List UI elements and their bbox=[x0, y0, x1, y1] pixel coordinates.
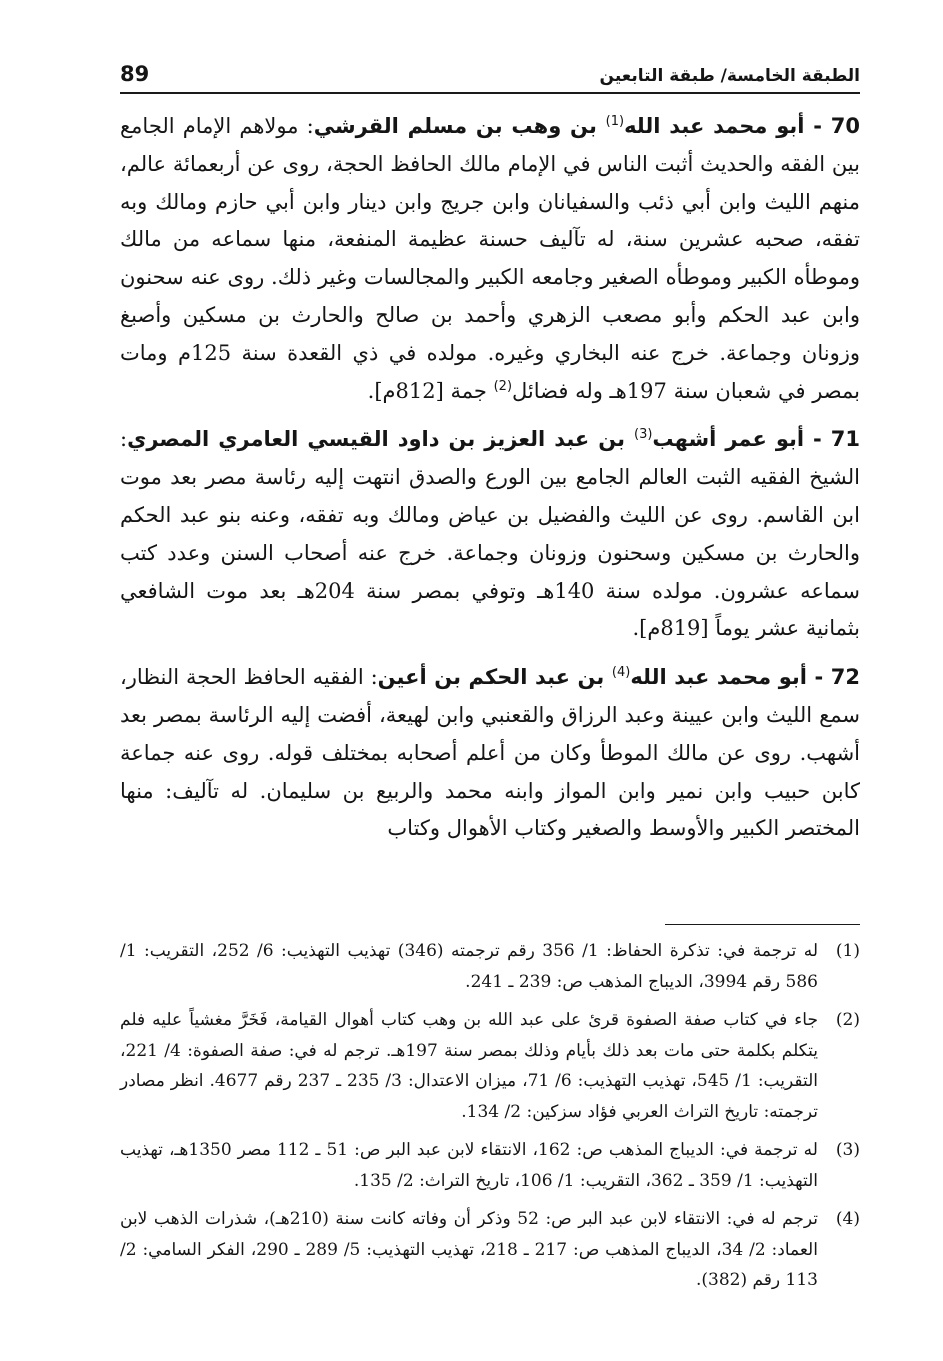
biography-entry-72 bbox=[120, 659, 860, 848]
biography-entry-70 bbox=[120, 108, 860, 410]
entry-text: : الفقيه الحافظ الحجة النظار، سمع الليث وابن عيينة وعبد الرزاق والقعنبي وابن لهيعة، أفضت إليه الرئاسة بمصر بعد أشهب. روى عن مالك الموطأ وكان من أعلم أصحابه بمختلف قوله. روى عنه جماعة كابن حبيب وابن نمير وابن المواز وابنه محمد والربيع بن سليمان. له تآليف: منها المختصر الكبير والأوسط والصغير وكتاب الأهوال وكتاب bbox=[120, 665, 860, 841]
footnotes bbox=[120, 936, 860, 1304]
footnote-reference: (1) bbox=[605, 114, 625, 129]
running-header bbox=[120, 52, 860, 94]
entry-name-rest: بن عبد الحكم بن أعين bbox=[377, 665, 612, 690]
footnote-2 bbox=[120, 1005, 860, 1127]
footnote-1 bbox=[120, 936, 860, 997]
footnote-text: جاء في كتاب صفة الصفوة قرئ على عبد الله بن وهب كتاب أهوال القيامة، فَخَرَّ مغشياً عليه فلم يتكلم بكلمة حتى مات بعد ذلك بأيام وذلك بمصر سنة 197هـ. ترجم له في: صفة الصفوة: 4/ 221، التقريب: 1/ 545، تهذيب التهذيب: 6/ 71، ميزان الاعتدال: 3/ 235 ـ 237 رقم 4677. انظر مصادر ترجمته: تاريخ التراث العربي فؤاد سزكين: 2/ 134. bbox=[120, 1010, 818, 1122]
entry-number: 72 - bbox=[806, 665, 860, 690]
footnote-4 bbox=[120, 1204, 860, 1296]
footnote-text: له ترجمة في: الديباج المذهب ص: 162، الانتقاء لابن عبد البر ص: 51 ـ 112 مصر 1350هـ، تهذيب التهذيب: 1/ 359 ـ 362، التقريب: 1/ 106، تاريخ التراث: 2/ 135. bbox=[120, 1140, 818, 1191]
footnote-reference: (4) bbox=[611, 665, 631, 681]
footnote-text: له ترجمة في: تذكرة الحفاظ: 1/ 356 رقم ترجمته (346) تهذيب التهذيب: 6/ 252، التقريب: 1/ 586 رقم 3994، الديباج المذهب ص: 239 ـ 241. bbox=[120, 941, 819, 992]
entry-text: : مولاهم الإمام الجامع بين الفقه والحديث أثبت الناس في الإمام مالك الحافظ الحجة، روى عن أربعمائة عالم، منهم الليث وابن أبي ذئب والسفيانان وابن جريج وابن دينار وابن أبي حازم ومالك وبه تفقه، صحبه عشرين سنة، له تآليف حسنة عظيمة المنفعة، منها سماعه من مالك وموطأه الكبير وموطأه الصغير وجامعه الكبير والمجالسات وغير ذلك. روى عنه سحنون وابن عبد الحكم وأبو مصعب الزهري وأحمد بن صالح والحارث بن مسكين وأصبغ وزونان وجماعة. خرج عنه البخاري وغيره. مولده في ذي القعدة سنة 125م ومات بمصر في شعبان سنة 197هـ وله فضائل bbox=[120, 114, 860, 403]
footnote-number: (2) bbox=[835, 1010, 860, 1030]
entry-name-rest: بن عبد العزيز بن داود القيسي العامري المصري bbox=[127, 427, 634, 452]
footnote-number: (1) bbox=[835, 941, 860, 961]
footnote-text: ترجم له في: الانتقاء لابن عبد البر ص: 52 وذكر أن وفاته كانت سنة (210هـ)، شذرات الذهب لابن العماد: 2/ 34، الديباج المذهب ص: 217 ـ 218، تهذيب التهذيب: 5/ 289 ـ 290، الفكر السامي: 2/ 113 رقم (382). bbox=[120, 1209, 819, 1290]
footnote-separator bbox=[665, 924, 860, 925]
entry-name: أبو محمد عبد الله bbox=[630, 665, 807, 690]
entry-number: 71 - bbox=[804, 427, 860, 452]
page-number: 89 bbox=[120, 62, 150, 86]
running-title: الطبقة الخامسة/ طبقة التابعين bbox=[599, 66, 860, 86]
entry-text: : الشيخ الفقيه الثبت العالم الجامع بين الورع والصدق انتهت إليه رئاسة مصر بعد موت ابن القاسم. روى عن الليث والفضيل بن عياض ومالك وبه تفقه، وعنه بنو عبد الحكم والحارث بن مسكين وسحنون وزونان وجماعة. خرج عنه أصحاب السنن وعدد كتب سماعه عشرون. مولده سنة 140هـ وتوفي بمصر سنة 204هـ بعد موت الشافعي بثمانية عشر يوماً [819م]. bbox=[120, 427, 861, 641]
entry-name: أبو محمد عبد الله bbox=[624, 114, 805, 138]
entry-name: أبو عمر أشهب bbox=[652, 427, 805, 452]
entry-text-end: جمة [812م]. bbox=[367, 378, 494, 403]
biography-entry-71 bbox=[120, 421, 860, 648]
footnote-3 bbox=[120, 1135, 860, 1196]
footnote-reference: (2) bbox=[493, 378, 513, 394]
footnote-number: (4) bbox=[835, 1209, 860, 1229]
entry-number: 70 - bbox=[804, 114, 860, 138]
main-text bbox=[120, 108, 860, 859]
entry-name-rest: بن وهب بن مسلم القرشي bbox=[313, 114, 606, 138]
footnote-reference: (3) bbox=[633, 427, 653, 443]
footnote-number: (3) bbox=[835, 1140, 860, 1160]
